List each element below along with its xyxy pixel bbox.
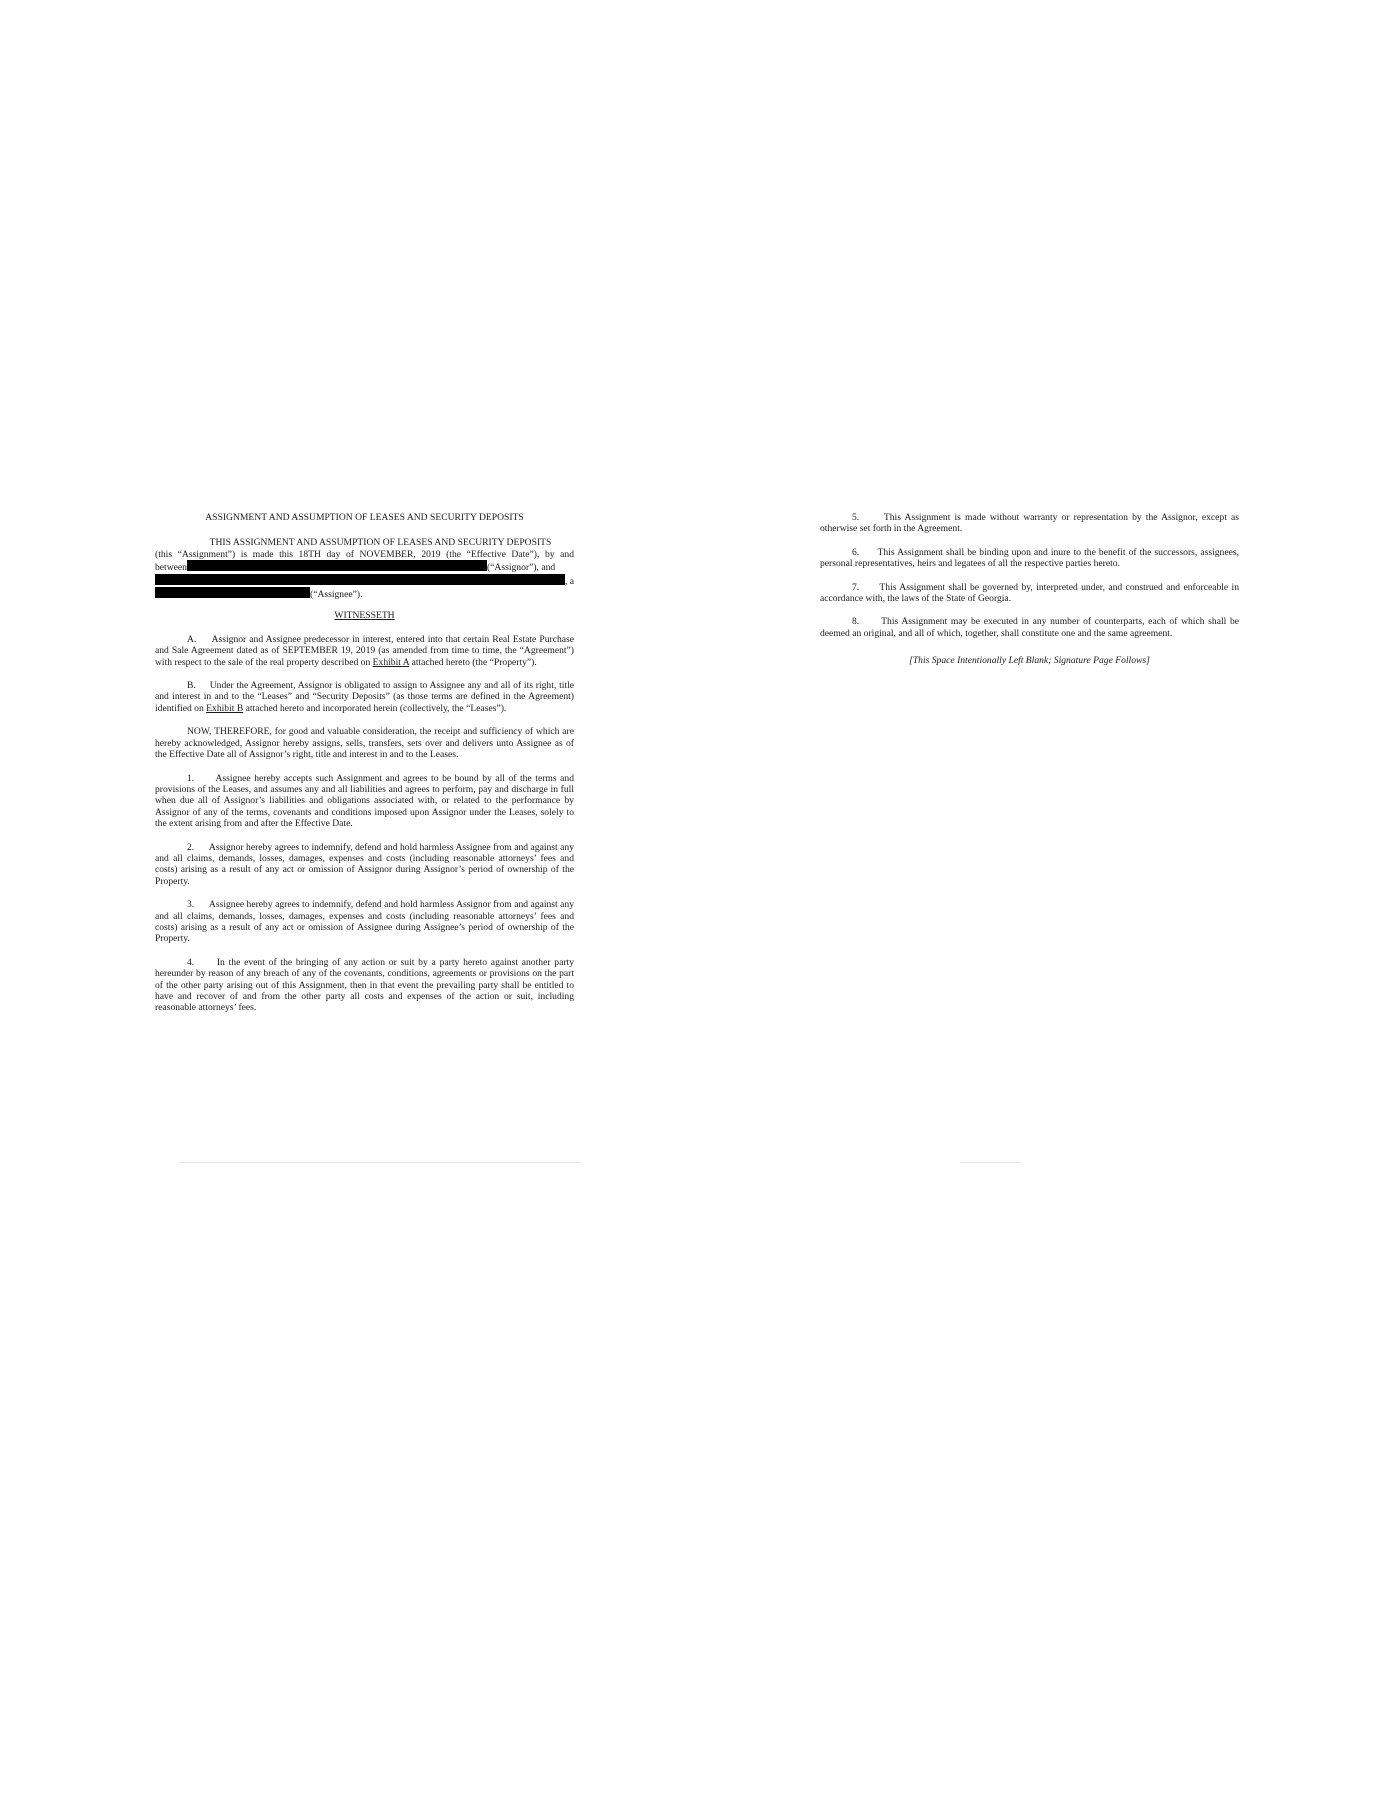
section-text: Assignee hereby accepts such Assignment and agrees to be bound by all of the terms and provisions of the Leases, and assumes any and all liabilities and agrees to perform, pay and discharge in full when due all of Assignor’s liabilities and obligations associated with, or related to the performance by Assignor of any of the terms, covenants and conditions imposed upon Assignor under the Leases, solely to the extent arising from and after the Effective Date. <box>155 772 574 830</box>
section-4 <box>155 957 574 1014</box>
recital-text: Assignor and Assignee predecessor in interest, entered into that certain Real Estate Purchase and Sale Agreement dated as of SEPTEMBER 19, 2019 (as amended from time to time, the “Agreement”) with respect to the sale of the real property described on <box>155 633 575 668</box>
scan-artifact-line <box>960 1162 1020 1163</box>
section-number: 3. <box>187 899 195 911</box>
section-text: Assignee hereby agrees to indemnify, defend and hold harmless Assignor from and against any and all claims, demands, losses, damages, expenses and costs (including reasonable attorneys’ fees and costs) arising as a result of any act or omission of Assignee during Assignee’s period of ownership of the Property. <box>155 899 574 945</box>
recital-label: B. <box>187 680 196 692</box>
section-number: 1. <box>187 772 195 784</box>
scan-artifact-line <box>180 1162 580 1163</box>
redaction-block <box>155 574 565 585</box>
signature-page-note: [This Space Intentionally Left Blank; Signature Page Follows] <box>909 655 1150 667</box>
section-text: Assignor hereby agrees to indemnify, defend and hold harmless Assignee from and against any and all claims, demands, losses, damages, expenses and costs (including reasonable attorneys’ fees and costs) arising as a result of any act or omission of Assignor during Assignor’s period of ownership of the Property. <box>155 841 574 887</box>
section-number: 7. <box>852 581 860 593</box>
section-text: This Assignment is made without warranty or representation by the Assignor, except as otherwise set forth in the Agreement. <box>820 512 1240 535</box>
exhibit-a-ref: Exhibit A <box>372 656 410 668</box>
assignee-label: (“Assignee”). <box>310 589 363 601</box>
recital-label: A. <box>187 633 197 645</box>
recital-text: attached hereto (the “Property”). <box>411 656 537 668</box>
intro-paragraph <box>155 537 574 600</box>
section-number: 8. <box>852 616 860 628</box>
section-number: 6. <box>852 546 860 558</box>
witnesseth-heading: WITNESSETH <box>334 610 395 622</box>
now-therefore-paragraph: NOW, THEREFORE, for good and valuable consideration, the receipt and sufficiency of which are hereby acknowledged, Assignor hereby assigns, sells, transfers, sets over and delivers unto Assignee as of the Effective Date all of Assignor’s right, title and interest in and to the Leases. <box>155 726 574 761</box>
recital-b <box>155 680 574 714</box>
section-6 <box>820 547 1239 570</box>
section-1 <box>155 773 574 830</box>
section-7 <box>820 582 1239 605</box>
section-2 <box>155 842 574 888</box>
right-page <box>820 512 1239 667</box>
redaction-block <box>187 560 487 571</box>
section-5 <box>820 512 1239 535</box>
recital-text: attached hereto and incorporated herein (collectively, the “Leases”). <box>245 702 507 714</box>
section-text: This Assignment shall be governed by, interpreted under, and construed and enforceable in accordance with, the laws of the State of Georgia. <box>820 581 1240 605</box>
intro-line-4 <box>155 574 574 587</box>
exhibit-b-ref: Exhibit B <box>206 702 244 714</box>
intro-line-3 <box>155 560 574 573</box>
recital-text: Under the Agreement, Assignor is obligated to assign to Assignee any and all of its right, title and interest in and to the “Leases” and “Security Deposits” (as those terms are defined in the Agreement) identified on <box>155 680 574 714</box>
between-text: between <box>155 562 187 574</box>
section-number: 2. <box>187 841 195 853</box>
section-text: This Assignment shall be binding upon and inure to the benefit of the successors, assignees, personal representatives, heirs and legatees of all the respective parties hereto. <box>820 546 1239 570</box>
intro-line-2: (this “Assignment”) is made this 18TH day of NOVEMBER, 2019 (the “Effective Date”), by and <box>155 548 574 560</box>
section-text: In the event of the bringing of any action or suit by a party hereto against another party hereunder by reason of any breach of any of the covenants, conditions, agreements or provisions on the part of the other party arising out of this Assignment, then in that event the prevailing party shall be entitled to have and recover of and from the other party all costs and expenses of the action or suit, including reasonable attorneys’ fees. <box>155 956 575 1014</box>
section-text: This Assignment may be executed in any number of counterparts, each of which shall be deemed an original, and all of which, together, shall constitute one and the same agreement. <box>820 616 1239 639</box>
redaction-block <box>155 587 310 598</box>
section-number: 4. <box>187 956 195 968</box>
a-text: , a <box>565 575 575 587</box>
section-8 <box>820 616 1239 639</box>
section-number: 5. <box>852 512 860 523</box>
intro-line-1: THIS ASSIGNMENT AND ASSUMPTION OF LEASES AND SECURITY DEPOSITS <box>209 537 552 549</box>
section-3 <box>155 899 574 945</box>
intro-line-5 <box>155 587 574 600</box>
left-page <box>155 512 574 1026</box>
document-title: ASSIGNMENT AND ASSUMPTION OF LEASES AND SECURITY DEPOSITS <box>205 512 524 523</box>
recital-a <box>155 634 574 668</box>
assignor-label: (“Assignor”), and <box>486 562 556 574</box>
